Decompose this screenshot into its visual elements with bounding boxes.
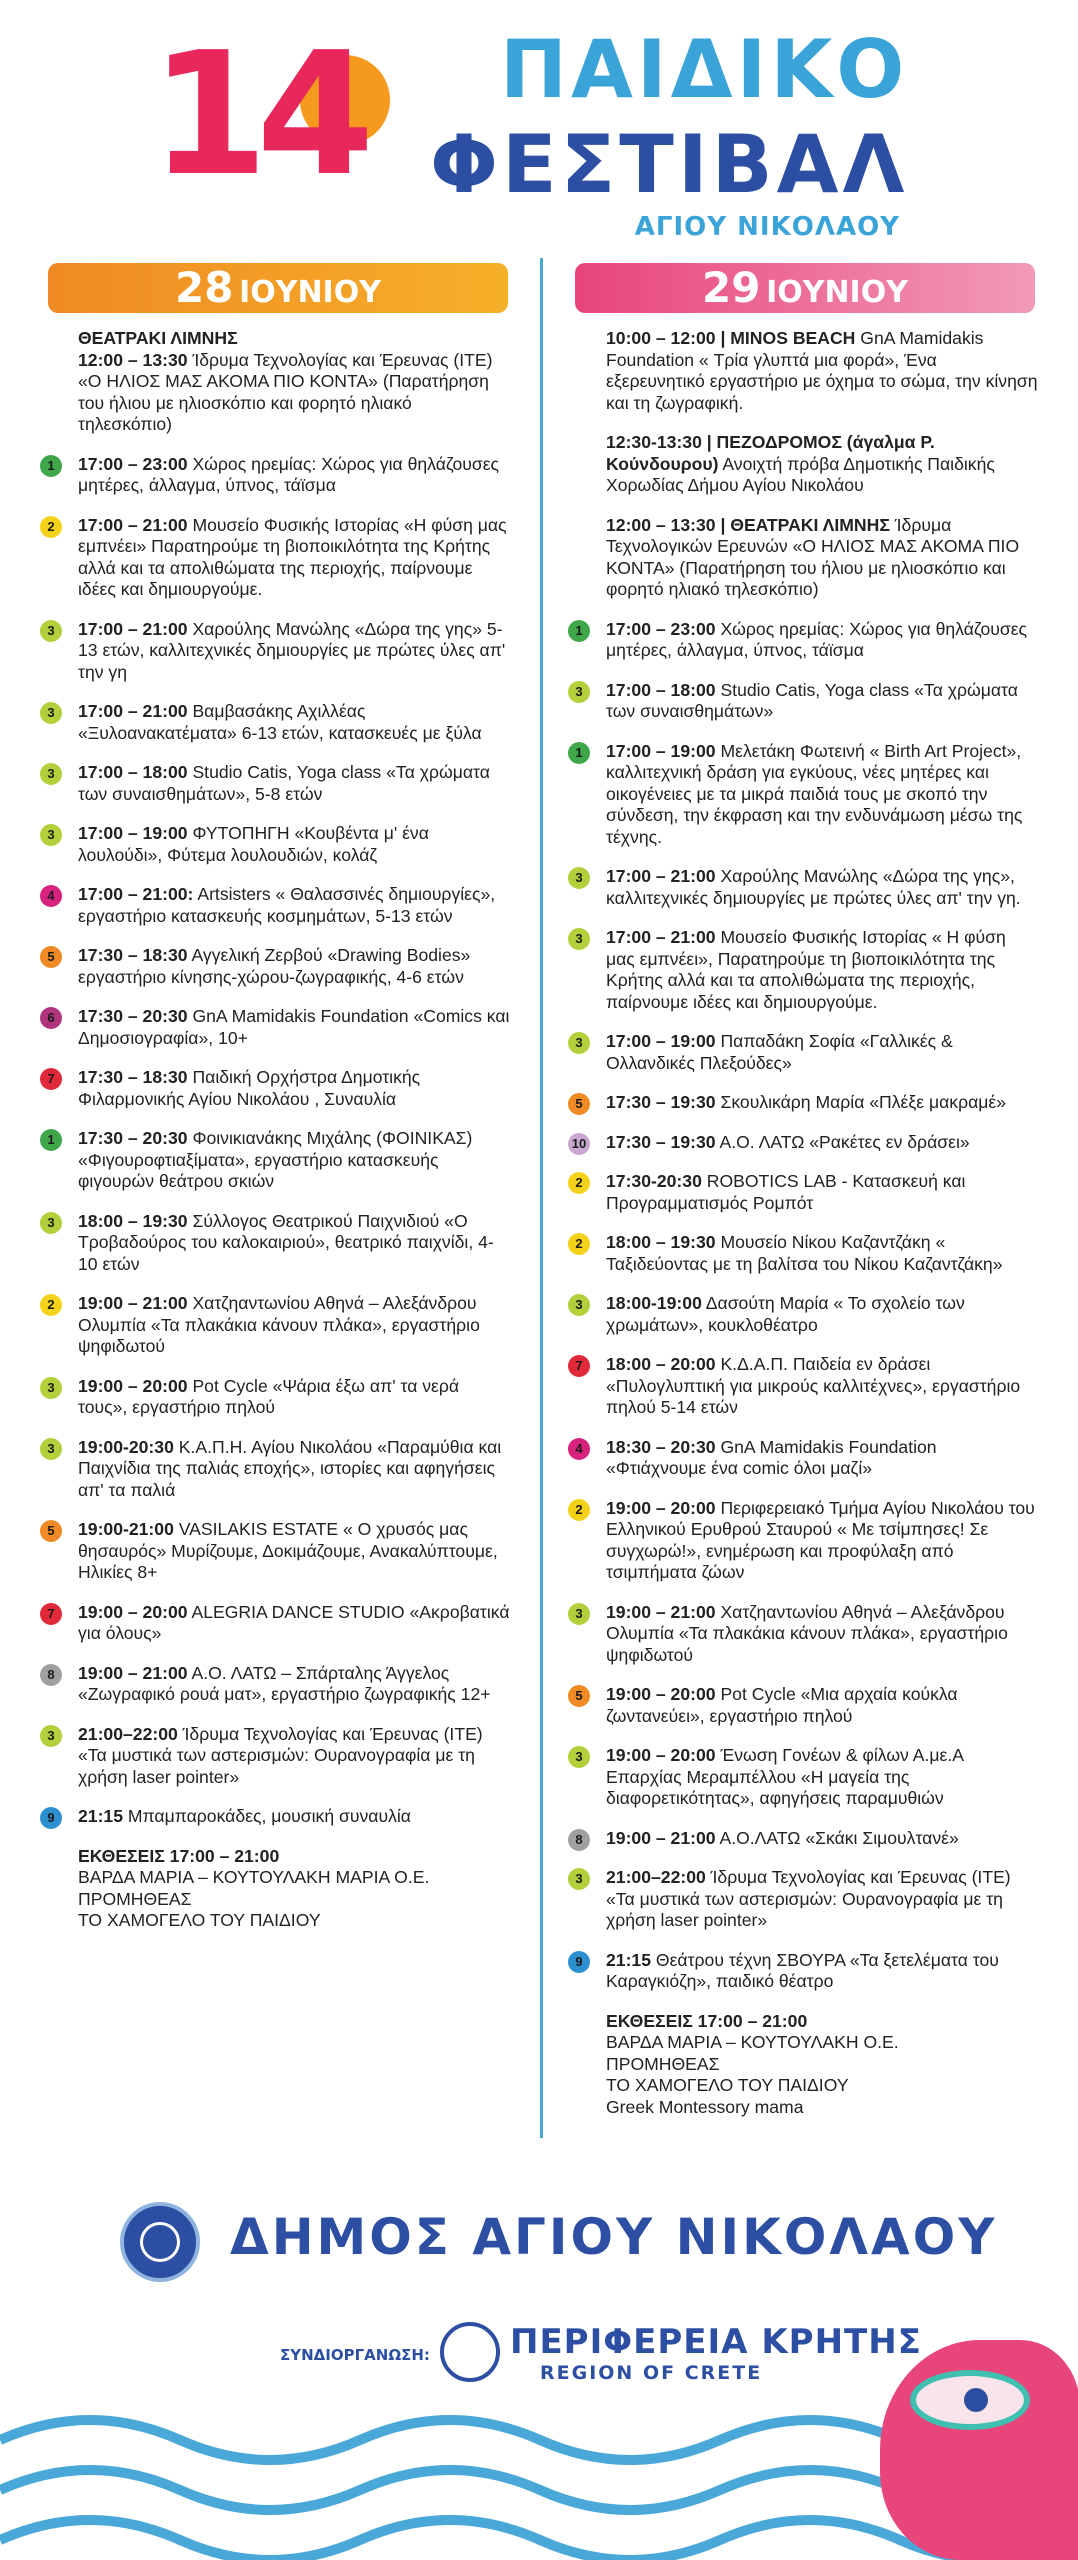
event-time: 17:30 – 19:30 [606,1131,716,1152]
event-description: Ίδρυμα Τεχνολογίας και Έρευνας (ΙΤΕ) «Τα μυστικά των αστερισμών: Ουρανογραφία με τη χρήση laser pointer» [78,1723,483,1787]
event-description: Ίδρυμα Τεχνολογικών Ερευνών «Ο ΗΛΙΟΣ ΜΑΣ ΑΚΟΜΑ ΠΙΟ ΚΟΝΤΑ» (Παρατήρηση του ήλιου με ηλιοσκόπιο και φορητό ηλιακό τηλεσκόπιο) [606,514,1020,599]
location-badge-icon: 2 [40,516,62,538]
schedule-entry [568,1684,1038,1727]
location-badge-icon: 3 [568,867,590,889]
eye-pupil [964,2388,988,2412]
event-description: Ίδρυμα Τεχνολογίας και Έρευνας (ΙΤΕ) «Ο ΗΛΙΟΣ ΜΑΣ ΑΚΟΜΑ ΠΙΟ ΚΟΝΤΑ» (Παρατήρηση του ήλιου με ηλιοσκόπιο και φορητό ηλιακό τηλεσκόπιο) [78,349,493,434]
exhibitions-block [568,2011,1038,2119]
schedule-entry [40,1293,510,1358]
exhibitor-name: ΠΡΟΜΗΘΕΑΣ [606,2053,720,2074]
schedule-entry [568,1354,1038,1419]
event-time: 19:00-20:30 [78,1436,174,1457]
location-badge-icon: 2 [568,1233,590,1255]
location-badge-icon: 8 [40,1664,62,1686]
event-time: 17:30 – 18:30 [78,1067,188,1087]
event-time: 21:00–22:00 [78,1723,178,1744]
schedule-entry [40,1211,510,1276]
exhibitor-name: ΒΑΡΔΑ ΜΑΡΙΑ – ΚΟΥΤΟΥΛΑΚΗ ΜΑΡΙΑ Ο.Ε. [78,1867,430,1887]
schedule-entry [40,823,510,866]
event-time: 18:00-19:00 [606,1293,702,1313]
event-description: Δασούτη Μαρία « Το σχολείο των χρωμάτων», κουκλοθέατρο [606,1293,965,1335]
day-number: 29 [702,263,761,312]
location-badge-icon: 3 [568,1294,590,1316]
location-badge-icon: 7 [568,1355,590,1377]
schedule-entry [568,432,1038,497]
event-description: Α.Ο. ΛΑΤΩ «Ρακέτες εν δράσει» [715,1131,970,1152]
schedule-entry [568,927,1038,1013]
schedule-day-1 [40,328,510,1932]
event-time: 17:00 – 21:00 [606,866,716,886]
event-description: ΦΥΤΟΠΗΓΗ «Κουβέντα μ' ένα λουλούδι», Φύτεμα λουλουδιών, κολάζ [78,823,429,865]
schedule-entry [568,1031,1038,1074]
event-time: 10:00 – 12:00 | MINOS BEACH [606,328,856,348]
event-description: Σύλλογος Θεατρικού Παιχνιδιού «Ο Τροβαδούρος του καλοκαιριού», θεατρικό παιχνίδι, 4-10 ετών [78,1210,494,1274]
event-description: GnA Mamidakis Foundation « Τρία γλυπτά μια φορά», Ένα εξερευνητικό εργαστήριο με όχημα το σώμα, την κίνηση και τη ζωγραφική. [606,328,1038,413]
location-badge-icon: 3 [568,1868,590,1890]
exhibitions-heading: ΕΚΘΕΣΕΙΣ 17:00 – 21:00 [606,2010,808,2031]
event-time: 12:00 – 13:30 [78,349,188,370]
event-description: Χώρος ηρεμίας: Χώρος για θηλάζουσες μητέρες, άλλαγμα, ύπνος, τάϊσμα [606,618,1028,660]
event-time: 17:00 – 23:00 [606,618,716,639]
schedule-entry [568,1171,1038,1214]
location-badge-icon: 3 [568,1603,590,1625]
schedule-entry [40,515,510,601]
location-badge-icon: 2 [40,1294,62,1316]
schedule-entry [40,762,510,805]
location-badge-icon: 3 [568,681,590,703]
schedule-entry [568,1232,1038,1275]
schedule-entry [40,945,510,988]
event-description: Αγγελική Ζερβού «Drawing Bodies» εργαστήριο κίνησης-χώρου-ζωγραφικής, 4-6 ετών [78,945,471,987]
eye-icon [910,2370,1030,2430]
schedule-entry [40,328,510,436]
location-badge-icon: 5 [568,1093,590,1115]
event-description: GnA Mamidakis Foundation «Comics και Δημοσιογραφία», 10+ [78,1006,510,1048]
location-badge-icon: 1 [40,455,62,477]
event-description: Μελετάκη Φωτεινή « Birth Art Project», καλλιτεχνική δράση για εγκύους, νέες μητέρες και οικογένειες με τα μικρά παιδιά τους με σκοπό την σύνδεση, την έκφραση και την ενδυνάμωση μέσω της τέχνης. [606,740,1023,847]
schedule-entry [568,1498,1038,1584]
event-description: VASILAKIS ESTATE « Ο χρυσός μας θησαυρός» Μυρίζουμε, Δοκιμάζουμε, Ανακαλύπτουμε, Ηλικίες 8+ [78,1519,498,1582]
event-time: 17:00 – 19:00 [606,740,716,761]
location-badge-icon: 5 [40,946,62,968]
location-badge-icon: 3 [40,824,62,846]
schedule-entry [568,680,1038,723]
event-time: 19:00 – 20:00 [78,1601,188,1622]
event-description: Κ.Δ.Α.Π. Παιδεία εν δράσει «Πυλογλυπτική για μικρούς καλλιτέχνες», εργαστήριο πηλού 5-14 ετών [606,1354,1021,1417]
event-time: 17:30 – 20:30 [78,1006,188,1026]
event-time: 19:00 – 21:00 [606,1827,716,1848]
location-badge-icon: 7 [40,1603,62,1625]
municipality-seal-icon [120,2202,200,2282]
location-badge-icon: 5 [40,1520,62,1542]
event-time: 18:00 – 19:30 [78,1210,188,1231]
schedule-entry [568,1602,1038,1667]
schedule-entry [568,1437,1038,1480]
schedule-entry [40,1376,510,1419]
location-badge-icon: 7 [40,1068,62,1090]
exhibitor-name: ΤΟ ΧΑΜΟΓΕΛΟ ΤΟΥ ΠΑΙΔΙΟΥ [606,2075,849,2095]
schedule-entry [568,1132,1038,1154]
event-description: Χατζηαντωνίου Αθηνά – Αλεξάνδρου Ολυμπία «Τα πλακάκια κάνουν πλάκα», εργαστήριο ψηφιδωτού [78,1293,480,1356]
location-badge-icon: 3 [568,928,590,950]
schedule-entry [568,515,1038,601]
seal-inner-ring [140,2222,180,2262]
exhibitor-name: ΒΑΡΔΑ ΜΑΡΙΑ – ΚΟΥΤΟΥΛΑΚΗ Ο.Ε. [606,2032,899,2052]
festival-title-line2: ΦΕΣΤΙΒΑΛ [430,118,909,211]
event-time: 19:00 – 20:00 [78,1375,188,1396]
event-description: Φοινικιανάκης Μιχάλης (ΦΟΙΝΙΚΑΣ) «Φιγουροφτιαξίματα», εργαστήριο κατασκευής φιγουρών θεάτρου σκιών [78,1128,473,1191]
event-time: 17:30 – 19:30 [606,1092,716,1112]
event-description: Χαρούλης Μανώλης «Δώρα της γης», καλλιτεχνικές δημιουργίες με πρώτες ύλες απ' την γη. [606,866,1021,908]
date-banner-left [48,263,508,313]
location-badge-icon: 2 [568,1172,590,1194]
schedule-entry [40,619,510,684]
location-badge-icon: 10 [568,1133,590,1155]
schedule-entry [568,328,1038,414]
event-time: 18:00 – 19:30 [606,1232,716,1252]
venue-heading: ΘΕΑΤΡΑΚΙ ΛΙΜΝΗΣ [78,328,238,348]
event-time: 17:00 – 21:00 [78,701,188,721]
schedule-entry [40,701,510,744]
event-description: Μουσείο Φυσικής Ιστορίας «Η φύση μας εμπνέει» Παρατηρούμε τη βιοποικιλότητα της Κρήτης αλλά και τα απολιθώματα της περιοχής, παίρνουμε ιδέες και δημιουργούμε. [78,514,507,599]
location-badge-icon: 3 [40,1377,62,1399]
event-description: Κ.Α.Π.Η. Αγίου Νικολάου «Παραμύθια και Παιχνίδια της παλιάς εποχής», ιστορίες και αφηγήσεις απ' τα παλιά [78,1436,502,1500]
month-name: ΙΟΥΝΙΟΥ [239,275,381,310]
event-time: 19:00 – 20:00 [606,1684,716,1704]
day-number: 28 [175,263,234,312]
schedule-entry [40,1067,510,1110]
schedule-entry [568,1745,1038,1810]
location-badge-icon: 3 [40,1438,62,1460]
exhibitions-block [40,1846,510,1932]
schedule-entry [568,619,1038,662]
region-name: ΠΕΡΙΦΕΡΕΙΑ ΚΡΗΤΗΣ [510,2322,922,2362]
exhibitor-name: Greek Montessory mama [606,2096,804,2117]
schedule-entry [40,1724,510,1789]
exhibitions-heading: ΕΚΘΕΣΕΙΣ 17:00 – 21:00 [78,1845,280,1866]
event-description: GnA Mamidakis Foundation «Φτιάχνουμε ένα comic όλοι μαζί» [606,1436,937,1478]
schedule-entry [568,866,1038,909]
schedule-entry [40,1602,510,1645]
schedule-entry [40,884,510,927]
event-description: Studio Catis, Yoga class «Τα χρώματα των συναισθημάτων», 5-8 ετών [78,762,490,804]
location-badge-icon: 4 [40,885,62,907]
event-description: Ίδρυμα Τεχνολογίας και Έρευνας (ΙΤΕ) «Τα μυστικά των αστερισμών: Ουρανογραφία με τη χρήση laser pointer» [606,1867,1011,1930]
event-description: ROBOTICS LAB - Κατασκευή και Προγραμματισμός Ρομπότ [606,1171,966,1213]
event-time: 17:30-20:30 [606,1171,702,1191]
event-description: Μουσείο Νίκου Καζαντζάκη « Ταξιδεύοντας με τη βαλίτσα του Νίκου Καζαντζάκη» [606,1232,1003,1274]
location-badge-icon: 3 [568,1032,590,1054]
event-time: 17:00 – 21:00: [78,884,194,904]
event-time: 21:15 [78,1806,123,1826]
municipality-name: ΔΗΜΟΣ ΑΓΙΟΥ ΝΙΚΟΛΑΟΥ [230,2208,998,2266]
event-time: 19:00-21:00 [78,1519,174,1539]
location-badge-icon: 1 [40,1129,62,1151]
location-badge-icon: 3 [40,702,62,724]
region-name-english: REGION OF CRETE [540,2362,763,2384]
festival-title-line1: ΠΑΙΔΙΚΟ [500,23,909,116]
event-description: Α.Ο.ΛΑΤΩ «Σκάκι Σιμουλτανέ» [715,1827,959,1848]
event-description: Ένωση Γονέων & φίλων Α.με.Α Επαρχίας Μεραμπέλλου «Η μαγεία της διαφορετικότητας», αφηγήσεις παραμυθιών [606,1745,964,1808]
location-badge-icon: 1 [568,742,590,764]
location-badge-icon: 9 [568,1951,590,1973]
event-time: 19:00 – 21:00 [606,1601,716,1622]
schedule-entry [568,1867,1038,1932]
event-time: 17:30 – 20:30 [78,1128,188,1148]
event-description: Θεάτρου τέχνη ΣΒΟΥΡΑ «Τα ξετελέματα του Καραγκιόζη», παιδικό θέατρο [606,1949,999,1991]
location-badge-icon: 1 [568,620,590,642]
festival-edition-number: 14 [150,16,363,214]
event-time: 17:00 – 18:00 [606,679,716,700]
event-description: Μπαμπαροκάδες, μουσική συναυλία [123,1806,411,1826]
schedule-entry [40,1663,510,1706]
location-badge-icon: 8 [568,1829,590,1851]
location-badge-icon: 3 [40,1725,62,1747]
event-time: 19:00 – 20:00 [606,1745,716,1765]
event-time: 17:00 – 21:00 [78,618,188,639]
event-description: Pot Cycle «Μια αρχαία κούκλα ζωντανεύει», εργαστήριο πηλού [606,1684,958,1726]
festival-header [0,0,1078,260]
schedule-entry [40,1519,510,1584]
schedule-entry [568,1828,1038,1850]
location-badge-icon: 3 [40,620,62,642]
event-time: 21:00–22:00 [606,1867,706,1887]
event-description: Περιφερειακό Τμήμα Αγίου Νικολάου του Ελληνικού Ερυθρού Σταυρού « Με τσίμπησες! Σε συγχωρώ!», ενημέρωση και προφύλαξη από τσιμπήματα ζώων [606,1497,1035,1582]
event-description: Βαμβασάκης Αχιλλέας «Ξυλοανακατέματα» 6-13 ετών, κατασκευές με ξύλα [78,701,482,743]
event-description: Σκουλικάρη Μαρία «Πλέξε μακραμέ» [715,1092,1007,1112]
event-description: Χώρος ηρεμίας: Χώρος για θηλάζουσες μητέρες, άλλαγμα, ύπνος, τάϊσμα [78,453,500,495]
schedule-entry [568,1950,1038,1993]
event-time: 17:00 – 21:00 [78,514,188,535]
location-badge-icon: 5 [568,1685,590,1707]
event-time: 21:15 [606,1949,651,1970]
location-badge-icon: 6 [40,1007,62,1029]
event-description: Α.Ο. ΛΑΤΩ – Σπάρταλης Άγγελος «Ζωγραφικό ρουά ματ», εργαστήριο ζωγραφικής 12+ [78,1662,491,1704]
event-description: Χαρούλης Μανώλης «Δώρα της γης» 5-13 ετών, καλλιτεχνικές δημιουργίες με πρώτες ύλες απ' την γη [78,618,506,682]
event-time: 17:00 – 23:00 [78,453,188,474]
schedule-entry [40,1437,510,1502]
event-time: 18:00 – 20:00 [606,1354,716,1374]
coorganization-label: ΣΥΝΔΙΟΡΓΑΝΩΣΗ: [280,2346,430,2364]
event-description: Χατζηαντωνίου Αθηνά – Αλεξάνδρου Ολυμπία «Τα πλακάκια κάνουν πλάκα», εργαστήριο ψηφιδωτού [606,1601,1008,1665]
location-badge-icon: 3 [40,1212,62,1234]
event-time: 12:00 – 13:30 | ΘΕΑΤΡΑΚΙ ΛΙΜΝΗΣ [606,514,890,535]
event-time: 17:00 – 19:00 [78,823,188,843]
event-description: Παιδική Ορχήστρα Δημοτικής Φιλαρμονικής Αγίου Νικολάου , Συναυλία [78,1067,421,1109]
exhibitor-name: ΤΟ ΧΑΜΟΓΕΛΟ ΤΟΥ ΠΑΙΔΙΟΥ [78,1910,321,1930]
event-description: Studio Catis, Yoga class «Τα χρώματα των συναισθημάτων» [606,679,1018,721]
event-description: Παπαδάκη Σοφία «Γαλλικές & Ολλανδικές Πλεξούδες» [606,1031,953,1073]
schedule-day-2 [568,328,1038,2118]
event-time: 19:00 – 20:00 [606,1497,716,1518]
location-badge-icon: 3 [568,1746,590,1768]
event-time: 17:30 – 18:30 [78,945,188,965]
festival-subtitle: ΑΓΙΟΥ ΝΙΚΟΛΑΟΥ [634,212,900,242]
location-badge-icon: 9 [40,1807,62,1829]
location-badge-icon: 2 [568,1499,590,1521]
event-time: 19:00 – 21:00 [78,1662,188,1683]
schedule-entry [568,1293,1038,1336]
schedule-entry [40,454,510,497]
schedule-entry [40,1006,510,1049]
location-badge-icon: 3 [40,763,62,785]
schedule-entry [568,1092,1038,1114]
schedule-entry [40,1128,510,1193]
event-time: 17:00 – 19:00 [606,1031,716,1051]
event-description: Artsisters « Θαλασσινές δημιουργίες», εργαστήριο κατασκευής κοσμημάτων, 5-13 ετών [78,884,496,926]
event-description: Μουσείο Φυσικής Ιστορίας « Η φύση μας εμπνέει», Παρατηρούμε τη βιοποικιλότητα της Κρήτης αλλά και τα απολιθώματα της περιοχής, παίρνουμε ιδέες και δημιουργούμε. [606,927,1006,1012]
location-badge-icon: 4 [568,1438,590,1460]
exhibitor-name: ΠΡΟΜΗΘΕΑΣ [78,1888,192,1909]
event-time: 17:00 – 21:00 [606,927,716,947]
event-time: 12:30-13:30 | ΠΕΖΟΔΡΟΜΟΣ (άγαλμα Ρ. Κούνδουρου) [606,432,935,474]
date-banner-right [575,263,1035,313]
event-time: 19:00 – 21:00 [78,1293,188,1313]
schedule-entry [40,1806,510,1828]
event-description: Ανοιχτή πρόβα Δημοτικής Παιδικής Χορωδίας Δήμου Αγίου Νικολάου [606,453,995,495]
event-description: ALEGRIA DANCE STUDIO «Ακροβατικά για όλους» [78,1601,510,1643]
column-divider [540,258,543,2138]
month-name: ΙΟΥΝΙΟΥ [766,275,908,310]
event-description: Pot Cycle «Ψάρια έξω απ' τα νερά τους», εργαστήριο πηλού [78,1375,460,1417]
region-crest-icon [440,2322,500,2382]
event-time: 17:00 – 18:00 [78,762,188,782]
schedule-entry [568,741,1038,849]
event-time: 18:30 – 20:30 [606,1436,716,1457]
